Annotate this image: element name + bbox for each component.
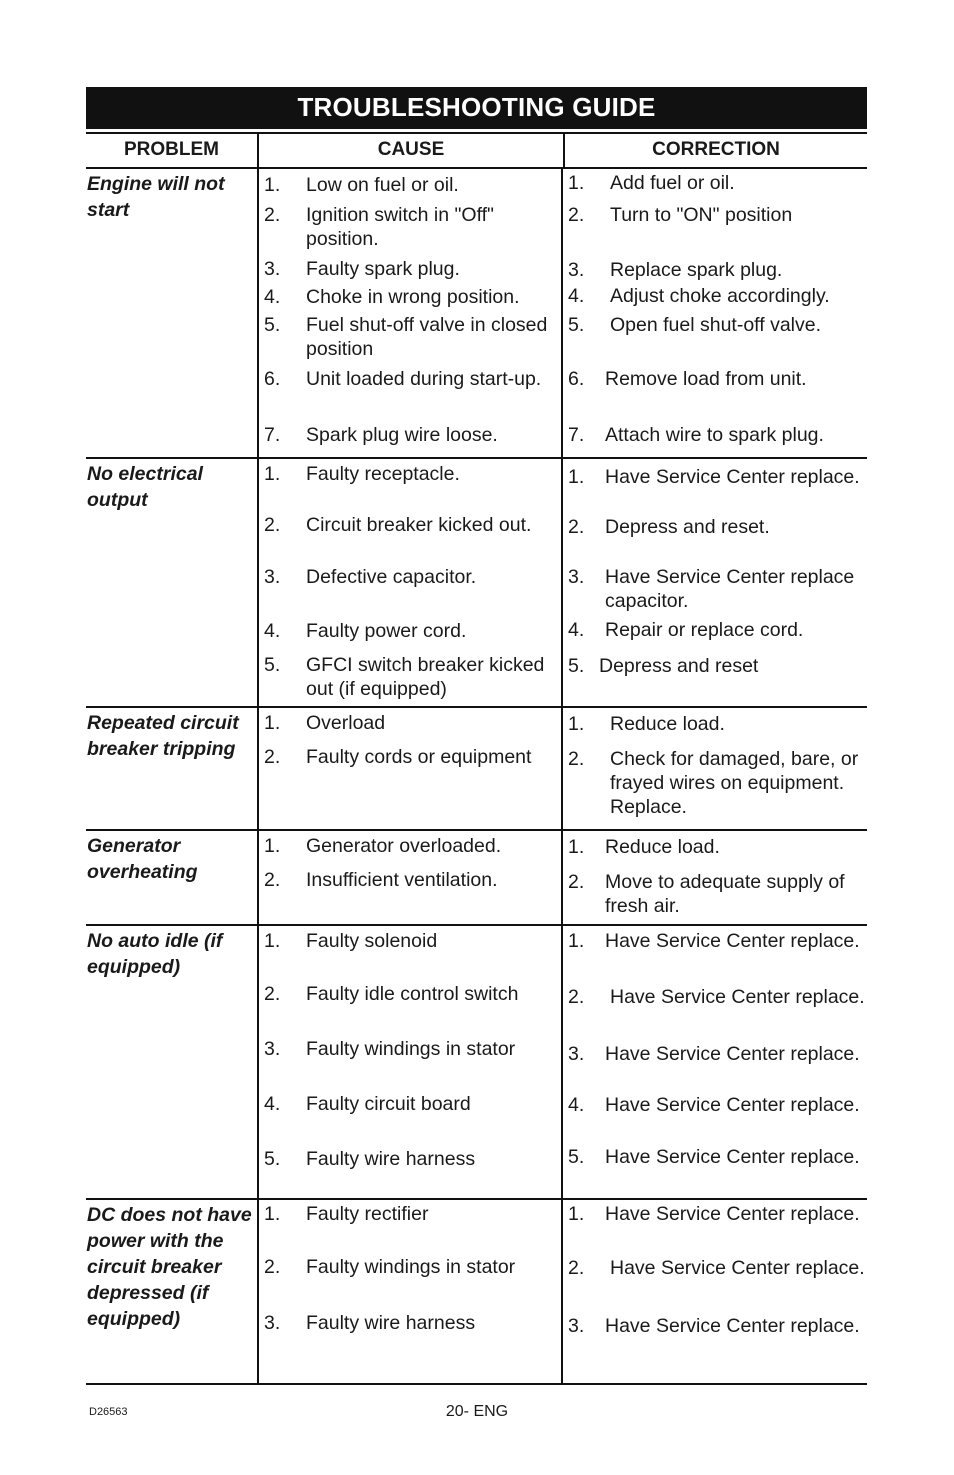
problem-cell: No electrical output (87, 463, 203, 511)
item-text: Faulty receptacle. (306, 463, 460, 485)
item-number: 2. (568, 516, 585, 538)
item-number: 4. (264, 620, 281, 642)
item-text: Have Service Center replace. (605, 1094, 860, 1116)
cause-cell (257, 169, 561, 457)
item-number: 6. (568, 368, 585, 390)
item-text: Replace spark plug. (610, 259, 783, 281)
item-number: 5. (568, 1146, 585, 1168)
item-text: Have Service Center replace. (605, 466, 860, 488)
item-number: 4. (264, 286, 281, 308)
item-text: Turn to "ON" position (610, 204, 793, 226)
item-text: Ignition switch in "Off" position. (306, 204, 494, 250)
item-text: Have Service Center replace. (605, 1315, 860, 1337)
item-number: 3. (264, 258, 281, 280)
item-number: 3. (264, 566, 281, 588)
item-number: 6. (264, 368, 281, 390)
item-text: Have Service Center replace capacitor. (605, 566, 855, 612)
correction-cell (561, 708, 867, 829)
cause-cell (257, 708, 561, 829)
item-number: 2. (264, 746, 281, 768)
page-title: TROUBLESHOOTING GUIDE (86, 87, 867, 129)
item-text: Faulty cords or equipment (306, 746, 532, 768)
item-number: 5. (568, 314, 585, 336)
troubleshooting-page (86, 87, 867, 1385)
item-text: Low on fuel or oil. (306, 174, 459, 196)
item-number: 1. (568, 1203, 585, 1225)
item-text: Repair or replace cord. (605, 619, 804, 641)
header-problem: PROBLEM (124, 139, 219, 160)
item-text: Faulty idle control switch (306, 983, 519, 1005)
item-text: Choke in wrong position. (306, 286, 520, 308)
table-row (86, 459, 867, 708)
table-row (86, 831, 867, 926)
item-number: 1. (264, 930, 281, 952)
item-text: Have Service Center replace. (610, 986, 865, 1008)
item-text: Faulty power cord. (306, 620, 467, 642)
item-text: Spark plug wire loose. (306, 424, 498, 446)
item-number: 1. (568, 172, 585, 194)
correction-cell (561, 926, 867, 1198)
problem-cell: Generator overheating (87, 835, 198, 883)
item-text: Reduce load. (610, 713, 725, 735)
item-text: Add fuel or oil. (610, 172, 735, 194)
problem-cell: Repeated circuit breaker tripping (87, 712, 239, 760)
item-number: 3. (568, 259, 585, 281)
item-text: Have Service Center replace. (605, 1146, 860, 1168)
header-cause: CAUSE (257, 134, 563, 167)
item-text: Faulty solenoid (306, 930, 438, 952)
troubleshooting-table (86, 134, 867, 1385)
item-text: Remove load from unit. (605, 368, 807, 390)
item-text: Check for damaged, bare, or frayed wires on equipment. Replace. (610, 748, 859, 818)
item-number: 4. (568, 285, 585, 307)
item-number: 4. (568, 619, 585, 641)
item-number: 7. (568, 424, 585, 446)
item-text: Open fuel shut-off valve. (610, 314, 822, 336)
item-number: 2. (264, 983, 281, 1005)
item-text: Reduce load. (605, 836, 720, 858)
item-text: Faulty circuit board (306, 1093, 471, 1115)
item-number: 1. (568, 713, 585, 735)
item-number: 2. (568, 986, 585, 1008)
item-number: 5. (264, 1148, 281, 1170)
item-number: 1. (264, 835, 281, 857)
cause-cell (257, 926, 561, 1198)
table-body (86, 169, 867, 1385)
item-text: Faulty windings in stator (306, 1256, 516, 1278)
item-number: 3. (264, 1312, 281, 1334)
item-number: 3. (568, 1043, 585, 1065)
item-text: Unit loaded during start-up. (306, 368, 542, 390)
table-row (86, 926, 867, 1200)
cause-cell (257, 831, 561, 924)
item-number: 3. (568, 1315, 585, 1337)
document-code: D26563 (89, 1406, 128, 1418)
item-number: 2. (568, 1257, 585, 1279)
item-text: Defective capacitor. (306, 566, 477, 588)
item-number: 3. (264, 1038, 281, 1060)
item-text: Adjust choke accordingly. (610, 285, 830, 307)
item-text: Move to adequate supply of fresh air. (605, 871, 845, 917)
correction-cell (561, 169, 867, 457)
item-number: 5. (264, 654, 281, 676)
cause-cell (257, 459, 561, 706)
item-number: 2. (568, 748, 585, 770)
problem-cell: DC does not have power with the circuit breaker depressed (if equipped) (87, 1204, 252, 1330)
item-number: 1. (568, 930, 585, 952)
item-number: 1. (568, 836, 585, 858)
item-text: GFCI switch breaker kicked out (if equipped) (306, 654, 545, 700)
item-text: Overload (306, 712, 386, 734)
item-text: Insufficient ventilation. (306, 869, 498, 891)
item-number: 1. (264, 463, 281, 485)
item-number: 2. (264, 1256, 281, 1278)
correction-cell (561, 1200, 867, 1383)
item-number: 2. (568, 871, 585, 893)
table-row (86, 169, 867, 459)
item-text: Depress and reset. (605, 516, 770, 538)
problem-cell: Engine will not start (87, 173, 225, 221)
item-number: 4. (568, 1094, 585, 1116)
item-number: 2. (264, 869, 281, 891)
problem-cell: No auto idle (if equipped) (87, 930, 223, 978)
item-number: 1. (568, 466, 585, 488)
header-correction: CORRECTION (563, 134, 867, 167)
correction-cell (561, 831, 867, 924)
item-number: 3. (568, 566, 585, 588)
table-header-row (86, 134, 867, 169)
item-number: 2. (264, 514, 281, 536)
item-number: 7. (264, 424, 281, 446)
item-number: 4. (264, 1093, 281, 1115)
item-text: Faulty wire harness (306, 1312, 476, 1334)
item-text: Faulty windings in stator (306, 1038, 516, 1060)
item-text: Have Service Center replace. (605, 1043, 860, 1065)
item-text: Fuel shut-off valve in closed position (306, 314, 548, 360)
item-text: Faulty wire harness (306, 1148, 476, 1170)
item-number: 2. (568, 204, 585, 226)
item-number: 1. (264, 712, 281, 734)
cause-cell (257, 1200, 561, 1383)
item-text: Depress and reset (599, 655, 759, 677)
item-number: 1. (264, 1203, 281, 1225)
correction-cell (561, 459, 867, 706)
item-text: Faulty spark plug. (306, 258, 460, 280)
item-number: 5. (264, 314, 281, 336)
item-text: Have Service Center replace. (610, 1257, 865, 1279)
page-number: 20- ENG (445, 1403, 509, 1420)
item-text: Generator overloaded. (306, 835, 502, 857)
item-text: Circuit breaker kicked out. (306, 514, 532, 536)
item-text: Have Service Center replace. (605, 930, 860, 952)
item-text: Have Service Center replace. (605, 1203, 860, 1225)
table-row (86, 1200, 867, 1385)
item-text: Attach wire to spark plug. (605, 424, 824, 446)
table-row (86, 708, 867, 831)
item-text: Faulty rectifier (306, 1203, 429, 1225)
item-number: 1. (264, 174, 281, 196)
item-number: 2. (264, 204, 281, 226)
item-number: 5. (568, 655, 585, 677)
